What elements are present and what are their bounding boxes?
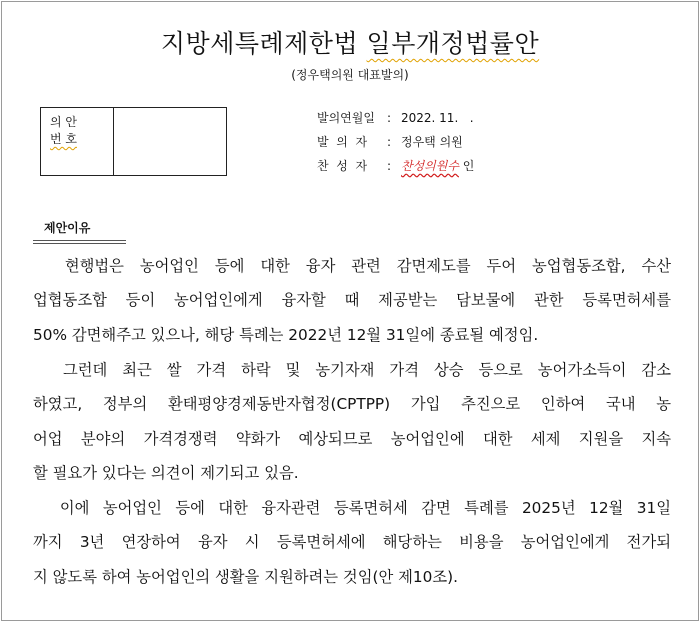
paragraph-1 [33,249,671,352]
bill-number-box [40,107,227,176]
paragraph-line: 업협동조합 등이 농어업인에게 융자할 때 제공받는 담보물에 관한 등록면허세를 [33,291,671,310]
paragraph-line: 이에 농어업인 등에 대한 융자관련 등록면허세 감면 특례를 2025년 12월 31일 [33,499,671,517]
meta-proposer-row: 발 의 자 : 정우택 의원 [317,135,463,149]
meta-date-row: 발의연월일 : 2022. 11. . [317,111,474,125]
page-title [0,24,700,60]
meta-supporters-row: 찬 성 자 : 찬성의원수 인 [317,159,475,173]
meta-supporters-value: 찬성의원수 [401,159,459,173]
paragraph-line: 그런데 최근 쌀 가격 하락 및 농기자재 가격 상승 등으로 농어가소득이 감소 [33,361,671,379]
paragraph-line: 까지 3년 연장하여 융자 시 등록면허세에 해당하는 비용을 농어업인에게 전가되 [33,533,671,552]
bill-number-label [41,108,114,175]
paragraph-line: 50% 감면해주고 있으나, 해당 특례는 2022년 12월 31일에 종료될 예정임. [33,325,539,344]
paragraph-line: 할 필요가 있다는 의견이 제기되고 있음. [33,463,299,482]
meta-date-value: 2022. 11. . [401,111,474,125]
paragraph-2 [33,353,671,490]
meta-proposer-value: 정우택 의원 [401,135,463,149]
meta-date-label: 발의연월일 [317,111,375,125]
paragraph-3 [33,491,671,594]
title-plain: 지방세특례제한법 [160,29,367,58]
paragraph-line: 하였고, 정부의 환태평양경제동반자협정(CPTPP) 가입 추진으로 인하여 국내 농 [33,395,671,414]
page-subtitle: (정우택의원 대표발의) [291,68,409,82]
meta-proposer-label: 발 의 자 [317,135,368,149]
paragraph-line: 현행법은 농어업인 등에 대한 융자 관련 감면제도를 두어 농업협동조합, 수산 [33,257,671,275]
paragraph-line: 어업 분야의 가격경쟁력 약화가 예상되므로 농어업인에 대한 세제 지원을 지속 [33,429,671,448]
meta-supporters-suffix: 인 [462,159,475,173]
bill-label-line2: 번 호 [50,132,77,146]
meta-supporters-label: 찬 성 자 [317,159,368,173]
section-heading: 제안이유 [44,221,91,235]
bill-number-value [114,108,226,175]
title-underlined: 일부개정법률안 [366,29,540,58]
section-rule [33,240,126,241]
section-rule-2 [33,243,126,244]
bill-label-line1: 의 안 [50,115,77,129]
paragraph-line: 지 않도록 하여 농어업인의 생활을 지원하려는 것임(안 제10조). [33,567,458,586]
